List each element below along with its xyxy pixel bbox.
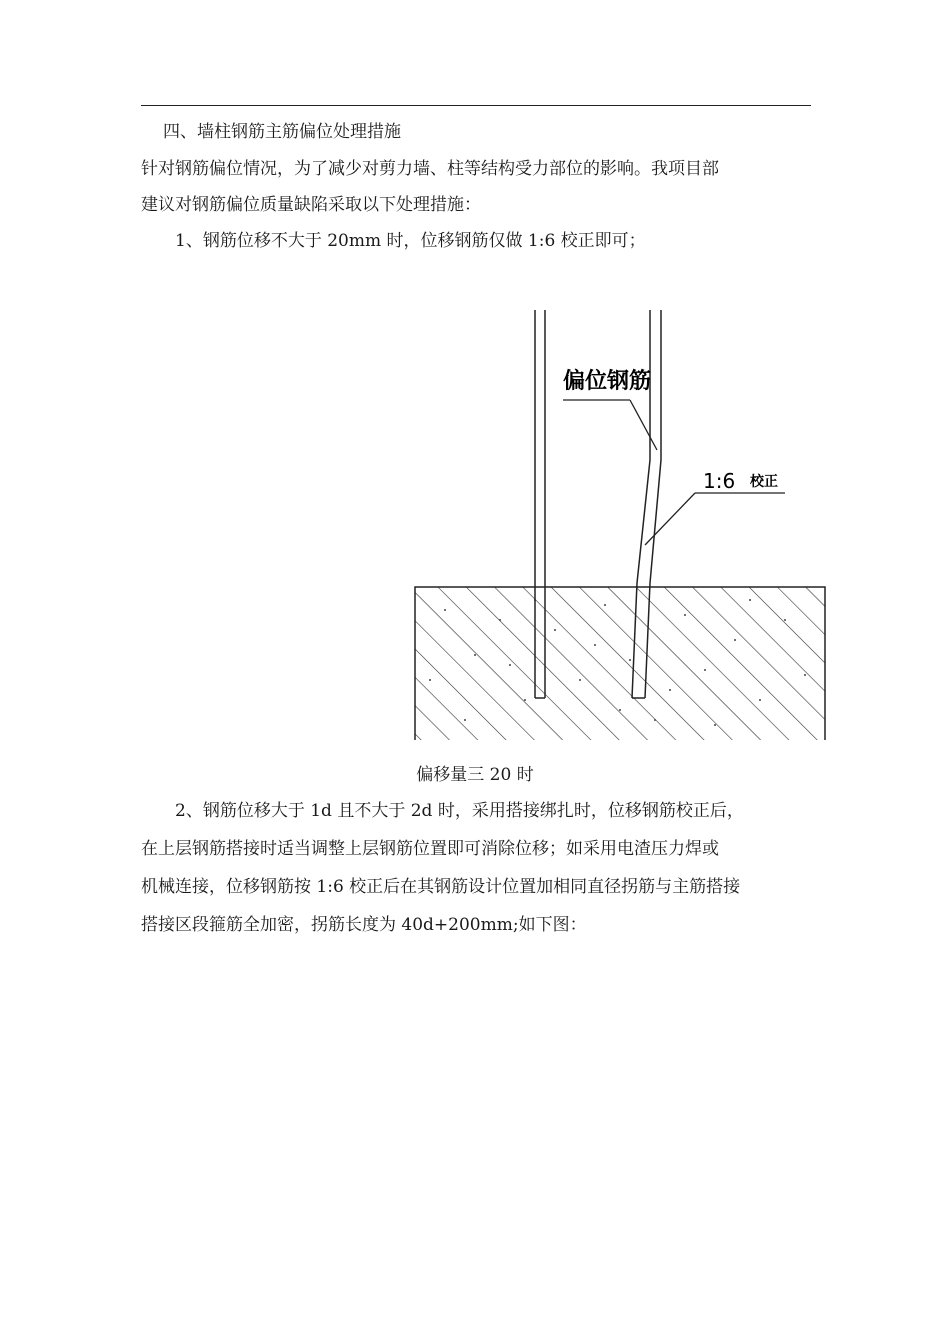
label-ratio: 1:6	[703, 469, 736, 493]
figure-caption: 偏移量三 20 时	[416, 765, 534, 785]
measure-item-2-line-4: 搭接区段箍筋全加密，拐筋长度为 40d+200mm;如下图：	[141, 915, 587, 935]
measure-item-2-line-2: 在上层钢筋搭接时适当调整上层钢筋位置即可消除位移；如采用电渣压力焊或	[141, 839, 719, 859]
rebar-correction-diagram	[405, 300, 830, 745]
measure-item-1: 1、钢筋位移不大于 20mm 时，位移钢筋仅做 1:6 校正即可；	[175, 231, 646, 251]
label-offset-rebar: 偏位钢筋	[563, 369, 652, 394]
section-heading: 四、墙柱钢筋主筋偏位处理措施	[163, 122, 401, 142]
measure-item-2-line-3: 机械连接，位移钢筋按 1:6 校正后在其钢筋设计位置加相同直径拐筋与主筋搭接	[141, 877, 741, 897]
intro-line-1: 针对钢筋偏位情况，为了减少对剪力墙、柱等结构受力部位的影响。我项目部	[141, 159, 719, 179]
concrete-slab	[415, 587, 825, 740]
label-correction: 校正	[750, 474, 778, 490]
measure-item-2-line-1: 2、钢筋位移大于 1d 且不大于 2d 时，采用搭接绑扎时，位移钢筋校正后，	[175, 801, 744, 821]
leader-lines	[563, 400, 785, 545]
header-rule	[141, 105, 811, 106]
intro-line-2: 建议对钢筋偏位质量缺陷采取以下处理措施：	[141, 195, 481, 215]
